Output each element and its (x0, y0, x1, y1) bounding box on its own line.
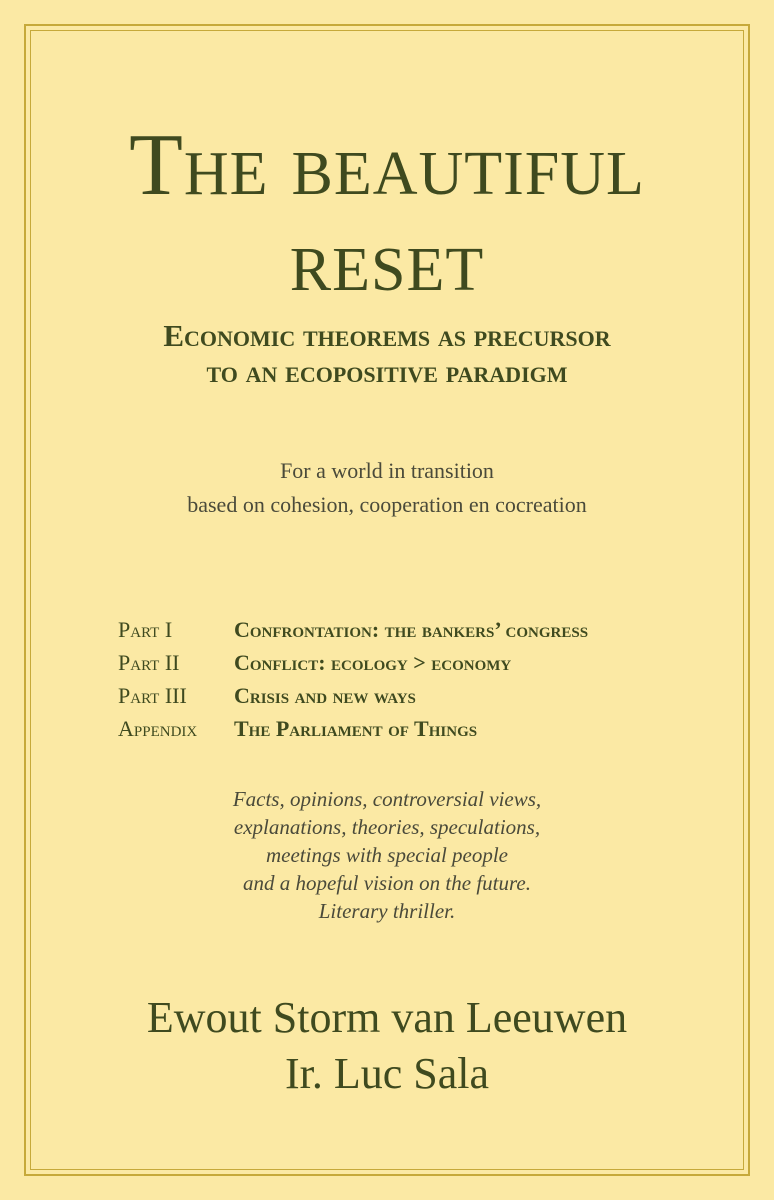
author-name: Ewout Storm van Leeuwen (146, 993, 628, 1042)
blurb-line-3: meetings with special people (265, 843, 509, 867)
book-subtitle (0, 318, 774, 390)
author-name: Ir. Luc Sala (284, 1049, 490, 1098)
toc-row (118, 617, 718, 650)
toc-part-title: Crisis and new ways (234, 683, 416, 708)
toc-part-label: Part II (118, 650, 180, 675)
toc-row (118, 650, 718, 683)
subtitle-line-2: to an ecopositive paradigm (206, 354, 568, 389)
toc-part-title: Confrontation: the bankers’ congress (234, 617, 589, 642)
title-line-1: The beautiful (129, 117, 645, 214)
blurb-line-5: Literary thriller. (318, 899, 456, 923)
blurb-line-4: and a hopeful vision on the future. (243, 871, 531, 895)
toc-row (118, 683, 718, 716)
authors (0, 990, 774, 1102)
toc-part-label: Appendix (118, 716, 198, 741)
title-line-2: reset (289, 213, 485, 310)
toc-part-title: The Parliament of Things (234, 716, 478, 741)
toc-row (118, 716, 718, 749)
tagline-line-1: For a world in transition (280, 458, 494, 483)
blurb-line-1: Facts, opinions, controversial views, (232, 787, 542, 811)
subtitle-line-1: Economic theorems as precursor (163, 318, 611, 353)
toc-part-label: Part III (118, 683, 187, 708)
tagline (0, 454, 774, 522)
blurb-line-2: explanations, theories, speculations, (233, 815, 541, 839)
toc-part-title: Conflict: ecology > economy (234, 650, 512, 675)
blurb (0, 785, 774, 925)
toc-part-label: Part I (118, 617, 173, 642)
book-title (0, 118, 774, 310)
tagline-line-2: based on cohesion, cooperation en cocreation (187, 492, 587, 517)
table-of-contents (118, 617, 718, 749)
